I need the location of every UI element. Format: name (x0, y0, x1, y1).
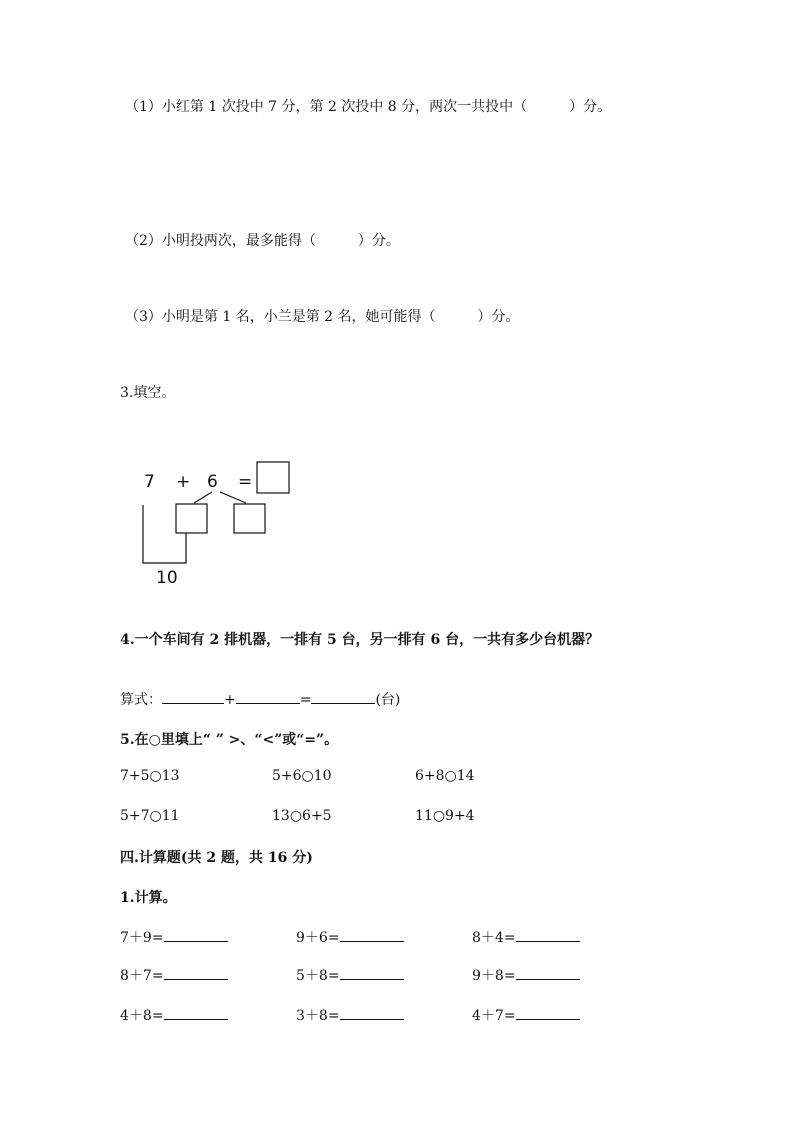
calc-answer-blank[interactable] (516, 965, 580, 980)
sub-question-3: （3）小明是第 1 名，小兰是第 2 名，她可能得（ ）分。 (125, 309, 520, 325)
answer-box-split-1[interactable] (176, 504, 207, 533)
q4-formula (120, 689, 400, 709)
calc-expression: 9＋6= (296, 930, 340, 946)
calc-expression: 5＋8= (296, 968, 340, 984)
formula-blank-1[interactable] (162, 689, 224, 704)
answer-box-sum[interactable] (257, 462, 289, 493)
formula-plus: + (224, 692, 236, 708)
calc-expression: 8＋7= (120, 968, 164, 984)
calc-answer-blank[interactable] (340, 965, 404, 980)
calc-expression: 3＋8= (296, 1008, 340, 1024)
diagram-equals: = (238, 472, 253, 492)
compare-item[interactable]: 7+5○13 (120, 768, 180, 784)
formula-equals: = (299, 692, 312, 708)
sub-question-1: （1）小红第 1 次投中 7 分，第 2 次投中 8 分，两次一共投中（ ）分。 (125, 99, 612, 115)
calc-expression: 8＋4= (472, 930, 516, 946)
calc-answer-blank[interactable] (516, 1005, 580, 1020)
calc-item (296, 965, 404, 985)
formula-label: 算式： (120, 692, 162, 708)
compare-item[interactable]: 11○9+4 (415, 808, 475, 824)
number-decomposition-diagram (130, 455, 330, 595)
calc-answer-blank[interactable] (164, 965, 228, 980)
compare-item[interactable]: 5+7○11 (120, 808, 180, 824)
calc-item (296, 927, 404, 947)
calc-expression: 4＋8= (120, 1008, 164, 1024)
formula-blank-3[interactable] (311, 689, 375, 704)
calc-item (472, 965, 580, 985)
calc-expression: 7＋9= (120, 930, 164, 946)
calc-expression: 9＋8= (472, 968, 516, 984)
diagram-number-6: 6 (207, 472, 218, 492)
calc-answer-blank[interactable] (164, 1005, 228, 1020)
compare-item[interactable]: 13○6+5 (272, 808, 332, 824)
make-ten-bracket (143, 505, 186, 563)
section-title: 四.计算题(共 2 题，共 16 分) (120, 850, 313, 866)
compare-item[interactable]: 5+6○10 (272, 768, 332, 784)
split-line-right (220, 492, 246, 503)
calc-item (120, 927, 228, 947)
q4-title: 4.一个车间有 2 排机器，一排有 5 台，另一排有 6 台，一共有多少台机器？ (120, 632, 600, 648)
sub-question-2: （2）小明投两次，最多能得（ ）分。 (125, 233, 400, 249)
calc-item (120, 1005, 228, 1025)
calc-answer-blank[interactable] (164, 927, 228, 942)
compare-item[interactable]: 6+8○14 (415, 768, 475, 784)
calc-answer-blank[interactable] (340, 1005, 404, 1020)
diagram-number-7: 7 (144, 472, 155, 492)
calc-item (472, 1005, 580, 1025)
calc-item (296, 1005, 404, 1025)
calc-expression: 4＋7= (472, 1008, 516, 1024)
formula-unit: (台) (375, 692, 401, 708)
calc-answer-blank[interactable] (340, 927, 404, 942)
diagram-plus: + (176, 472, 191, 492)
calc-answer-blank[interactable] (516, 927, 580, 942)
calc-item (472, 927, 580, 947)
q3-title: 3.填空。 (120, 385, 176, 401)
formula-blank-2[interactable] (236, 689, 300, 704)
q5-title: 5.在○里填上“ ” >、“<”或“=”。 (120, 732, 339, 748)
calc-item (120, 965, 228, 985)
diagram-number-10: 10 (156, 568, 178, 588)
split-line-left (194, 492, 212, 503)
calc-title: 1.计算。 (120, 890, 177, 906)
answer-box-split-2[interactable] (234, 504, 265, 533)
